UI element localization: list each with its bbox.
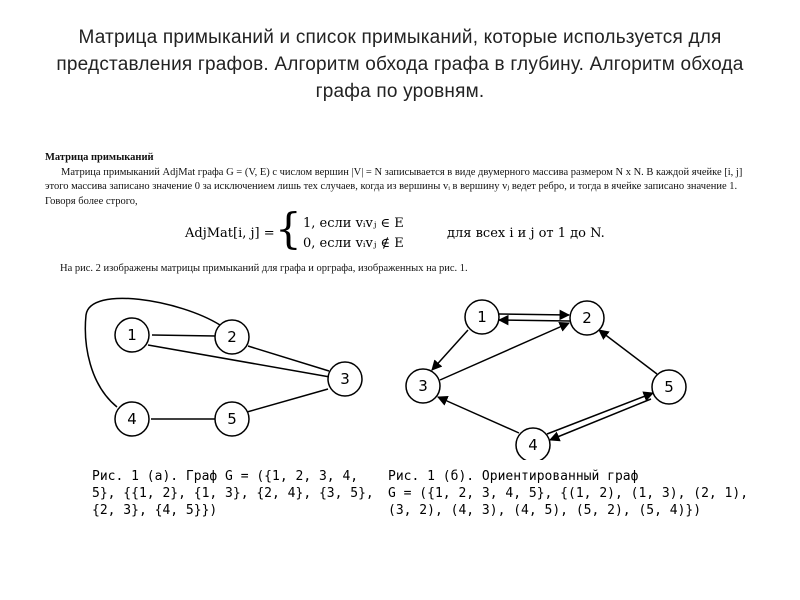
arc-3-2 (440, 323, 569, 380)
formula-condition: для всех i и j от 1 до N. (447, 226, 605, 241)
arc-5-4 (550, 399, 651, 440)
arc-4-5 (547, 393, 653, 434)
node-2-label: 2 (582, 309, 592, 327)
figure-a-caption: Рис. 1 (а). Граф G = ({1, 2, 3, 4, 5}, {{1, 2}, {1, 3}, {2, 4}, {3, 5}, {2, 3}, {4, 5}}) (92, 469, 374, 518)
node-1-label: 1 (477, 308, 487, 326)
arc-2-1 (499, 320, 570, 321)
figure-reference-note: На рис. 2 изображены матрицы примыканий для графа и орграфа, изображенных на рис. 1. (60, 263, 468, 274)
arc-4-3 (438, 397, 519, 433)
node-3-label: 3 (418, 377, 428, 395)
edge-3-5 (247, 389, 328, 412)
undirected-graph-figure (80, 295, 370, 445)
node-3-label: 3 (340, 370, 350, 388)
edge-1-2 (152, 335, 216, 336)
document-scan (45, 151, 760, 209)
directed-graph-figure (395, 290, 705, 460)
arc-5-2 (599, 330, 657, 374)
node-4-label: 4 (528, 436, 538, 454)
formula-brace: { (275, 204, 302, 253)
node-1-label: 1 (127, 326, 137, 344)
formula-lhs: AdjMat[i, j] = (185, 226, 275, 241)
section-heading: Матрица примыканий (45, 152, 154, 163)
formula-case-zero: 0, если vᵢvⱼ ∉ E (303, 236, 404, 251)
adjacency-formula (185, 204, 655, 258)
edge-2-4-curve (85, 298, 220, 407)
node-5-label: 5 (664, 378, 674, 396)
formula-case-one: 1, если vᵢvⱼ ∈ E (303, 216, 404, 231)
node-2-label: 2 (227, 328, 237, 346)
definition-paragraph: Матрица примыканий AdjMat графа G = (V, E) с числом вершин |V| = N записывается в виде двумерного массива размером N x N. В каждой ячейке [i, j] этого массива записано значение 0 за исключением лишь тех случаев, когда из вершины vᵢ в вершину vⱼ ведет ребро, и тогда в ячейке записано значение 1. Говоря более строго, (45, 166, 743, 207)
node-5-label: 5 (227, 410, 237, 428)
arc-1-3 (432, 330, 468, 370)
node-4-label: 4 (127, 410, 137, 428)
edge-2-3 (248, 346, 329, 371)
slide-title: Матрица примыканий и список примыканий, которые используется для представления графов. Алгоритм обхода графа в глубину. Алгоритм обхода графа по уровням. (56, 27, 744, 102)
figure-b-caption: Рис. 1 (б). Ориентированный граф G = ({1, 2, 3, 4, 5}, {(1, 2), (1, 3), (2, 1), (3, 2), (4, 3), (4, 5), (5, 2), (5, 4)}) (388, 469, 749, 518)
arc-1-2 (499, 314, 569, 315)
